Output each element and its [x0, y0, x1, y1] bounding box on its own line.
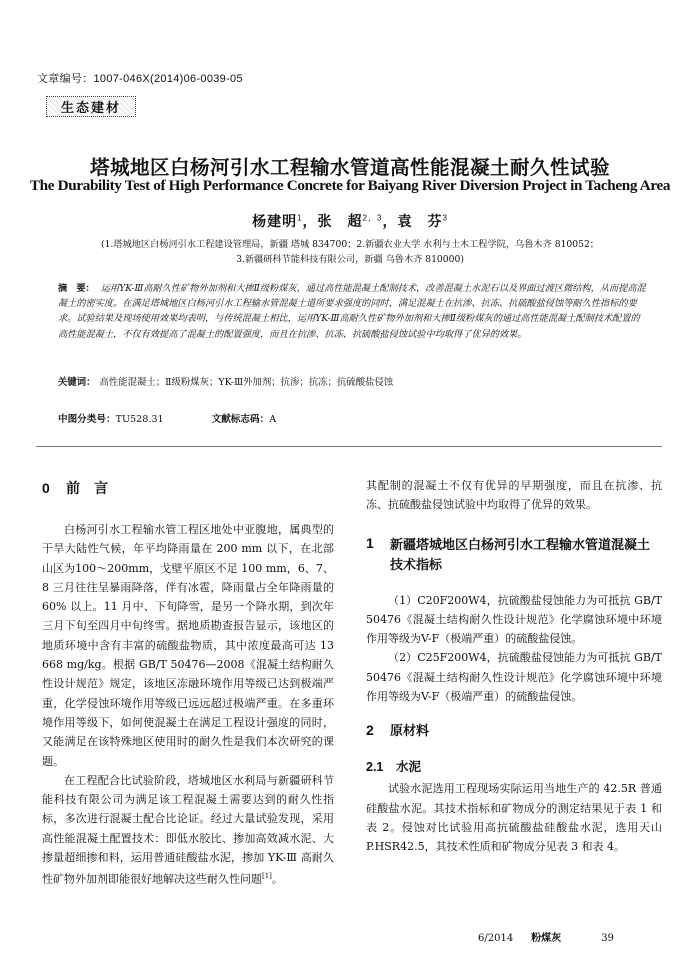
paragraph: （1）C20F200W4，抗硫酸盐侵蚀能力为可抵抗 GB/T 50476《混凝土结构耐久性设计规范》化学腐蚀环境中环境作用等级为V-F（极端严重）的硫酸盐侵蚀。 [366, 593, 662, 646]
author-name: 张 超 [317, 213, 363, 229]
paragraph: （2）C25F200W4，抗硫酸盐侵蚀能力为可抵抗 GB/T 50476《混凝土结构耐久性设计规范》化学腐蚀环境中环境作用等级为V-F（极端严重）的硫酸盐侵蚀。 [366, 651, 662, 704]
page-number: 39 [601, 933, 614, 944]
journal-name: 粉煤灰 [531, 933, 562, 944]
paragraph [42, 771, 334, 889]
author-name: 袁 芬 [397, 213, 443, 229]
clc-label: 中图分类号： [58, 414, 116, 425]
author-line [0, 211, 700, 231]
doc-code-label: 文献标志码： [211, 414, 270, 425]
header-divider [36, 446, 662, 447]
left-column [42, 478, 334, 889]
section-number: 0 [42, 480, 50, 496]
subsection-title: 水泥 [396, 760, 422, 775]
article-number: 文章编号：1007-046X(2014)06-0039-05 [37, 73, 243, 85]
section-heading [366, 720, 662, 739]
issue-number: 6/2014 [478, 933, 514, 944]
right-column [366, 476, 662, 857]
section-title: 前 言 [66, 480, 108, 496]
doc-code-value: A [269, 414, 277, 425]
author-separator: ， [382, 213, 398, 229]
clc-value: TU528.31 [115, 414, 164, 425]
page-footer [478, 929, 614, 944]
abstract [58, 281, 648, 342]
paragraph: 试验水泥选用工程现场实际运用当地生产的 42.5R 普通硅酸盐水泥。其技术指标和矿物成分的测定结果见于表 1 和表 2。侵蚀对比试验用高抗硫酸盐硅酸盐水泥，选用天山 P.HSR42.5，其技术性质和矿物成分见表 3 和表 4。 [366, 782, 662, 854]
subsection-number: 2.1 [366, 760, 384, 775]
author-affil-mark: 3 [442, 213, 448, 223]
title-english: The Durability Test of High Performance Concrete for Baiyang River Diversion Project in Tacheng Area [29, 177, 671, 194]
paragraph: 白杨河引水工程输水管工程区地处中亚腹地，属典型的干旱大陆性气候，年平均降雨量在 200 mm 以下，在北部山区为100～200mm，戈壁平原区不足 100 mm，6、7、8 三月往往呈暴雨降落，伴有冰雹，降雨量占全年降雨量的 60% 以上。11 月中、下旬降雪，是另一个降水期，到次年三月下旬至四月中旬终雪。据地质勘查报告显示，该地区的地质环境中含有丰富的硫酸盐物质，其中浓度最高可达 13 668 mg/kg。根据 GB/T 50476—2008《混凝土结构耐久性设计规范》规定，该地区冻融环境作用等级已达到极端严重，化学侵蚀环境作用等级已远远超过极端严重。在多重环境作用等级下，如何使混凝土在满足工程设计强度的同时，又能满足在该特殊地区使用时的耐久性是我们本次研究的课题。 [42, 523, 334, 768]
column-tag: 生态建材 [46, 96, 136, 117]
classification-line [58, 411, 276, 425]
abstract-text: 运用YK-Ⅲ高耐久性矿物外加剂和大掺Ⅱ级粉煤灰，通过高性能混凝土配制技术，改善混凝土水泥石以及界面过渡区微结构，从而提高混凝土的密实度。在满足塔城地区白杨河引水工程输水管混凝土道所要求强度的同时，满足混凝土在抗渗、抗冻、抗硫酸盐侵蚀等耐久性指标的要求。试验结果及现场使用效果均表明，与传统混凝土相比，运用YK-Ⅲ高耐久性矿物外加剂和大掺Ⅱ级粉煤灰的通过高性能混凝土配制技术配置的高性能混凝土，不仅有效提高了混凝土的配置强度，而且在抗渗、抗冻、抗硫酸盐侵蚀试验中均取得了优异的效果。 [58, 283, 646, 340]
section-heading [42, 478, 334, 498]
title-chinese: 塔城地区白杨河引水工程输水管道高性能混凝土耐久性试验 [89, 157, 610, 179]
author-affil-mark: 1 [297, 213, 303, 223]
citation-mark: [1] [262, 872, 272, 881]
author-separator: ， [302, 213, 318, 229]
keywords-label: 关键词： [58, 376, 96, 387]
paragraph-end: 。 [271, 873, 283, 886]
section-title: 新疆塔城地区白杨河引水工程输水管道混凝土技术指标 [390, 536, 651, 572]
author-affil-mark: 2，3 [362, 213, 383, 223]
abstract-label: 摘 要： [58, 283, 95, 293]
author-name: 杨建明 [252, 213, 298, 229]
section-heading [366, 535, 662, 575]
section-title: 原材料 [390, 723, 430, 739]
paragraph-continued: 其配制的混凝土不仅有优异的早期强度，而且在抗渗、抗冻、抗硫酸盐侵蚀试验中均取得了优异的效果。 [366, 479, 662, 512]
affiliation-line-2: 3.新疆研科节能科技有限公司，新疆 乌鲁木齐 810000) [236, 254, 464, 265]
keywords [58, 374, 648, 388]
subsection-heading [366, 757, 662, 775]
paragraph-text: 在工程配合比试验阶段，塔城地区水利局与新疆研科节能科技有限公司为满足该工程混凝土需要达到的耐久性指标，多次进行混凝土配合比论证。经过大量试验发现，采用高性能混凝土配置技术：即低水胶比、掺加高效减水泥、大掺量超细掺和料，运用普通硅酸盐水泥，掺加 YK-Ⅲ 高耐久性矿物外加剂即能很好地解决这些耐久性问题 [42, 773, 334, 886]
section-number: 1 [366, 534, 374, 551]
keywords-text: 高性能混凝土；Ⅱ级粉煤灰；YK-Ⅲ外加剂；抗渗；抗冻；抗硫酸盐侵蚀 [99, 377, 394, 388]
affiliation-line-1: (1.塔城地区白杨河引水工程建设管理局，新疆 塔城 834700；2.新疆农业大学 水利与土木工程学院，乌鲁木齐 810052； [100, 239, 599, 250]
section-number: 2 [366, 722, 374, 739]
